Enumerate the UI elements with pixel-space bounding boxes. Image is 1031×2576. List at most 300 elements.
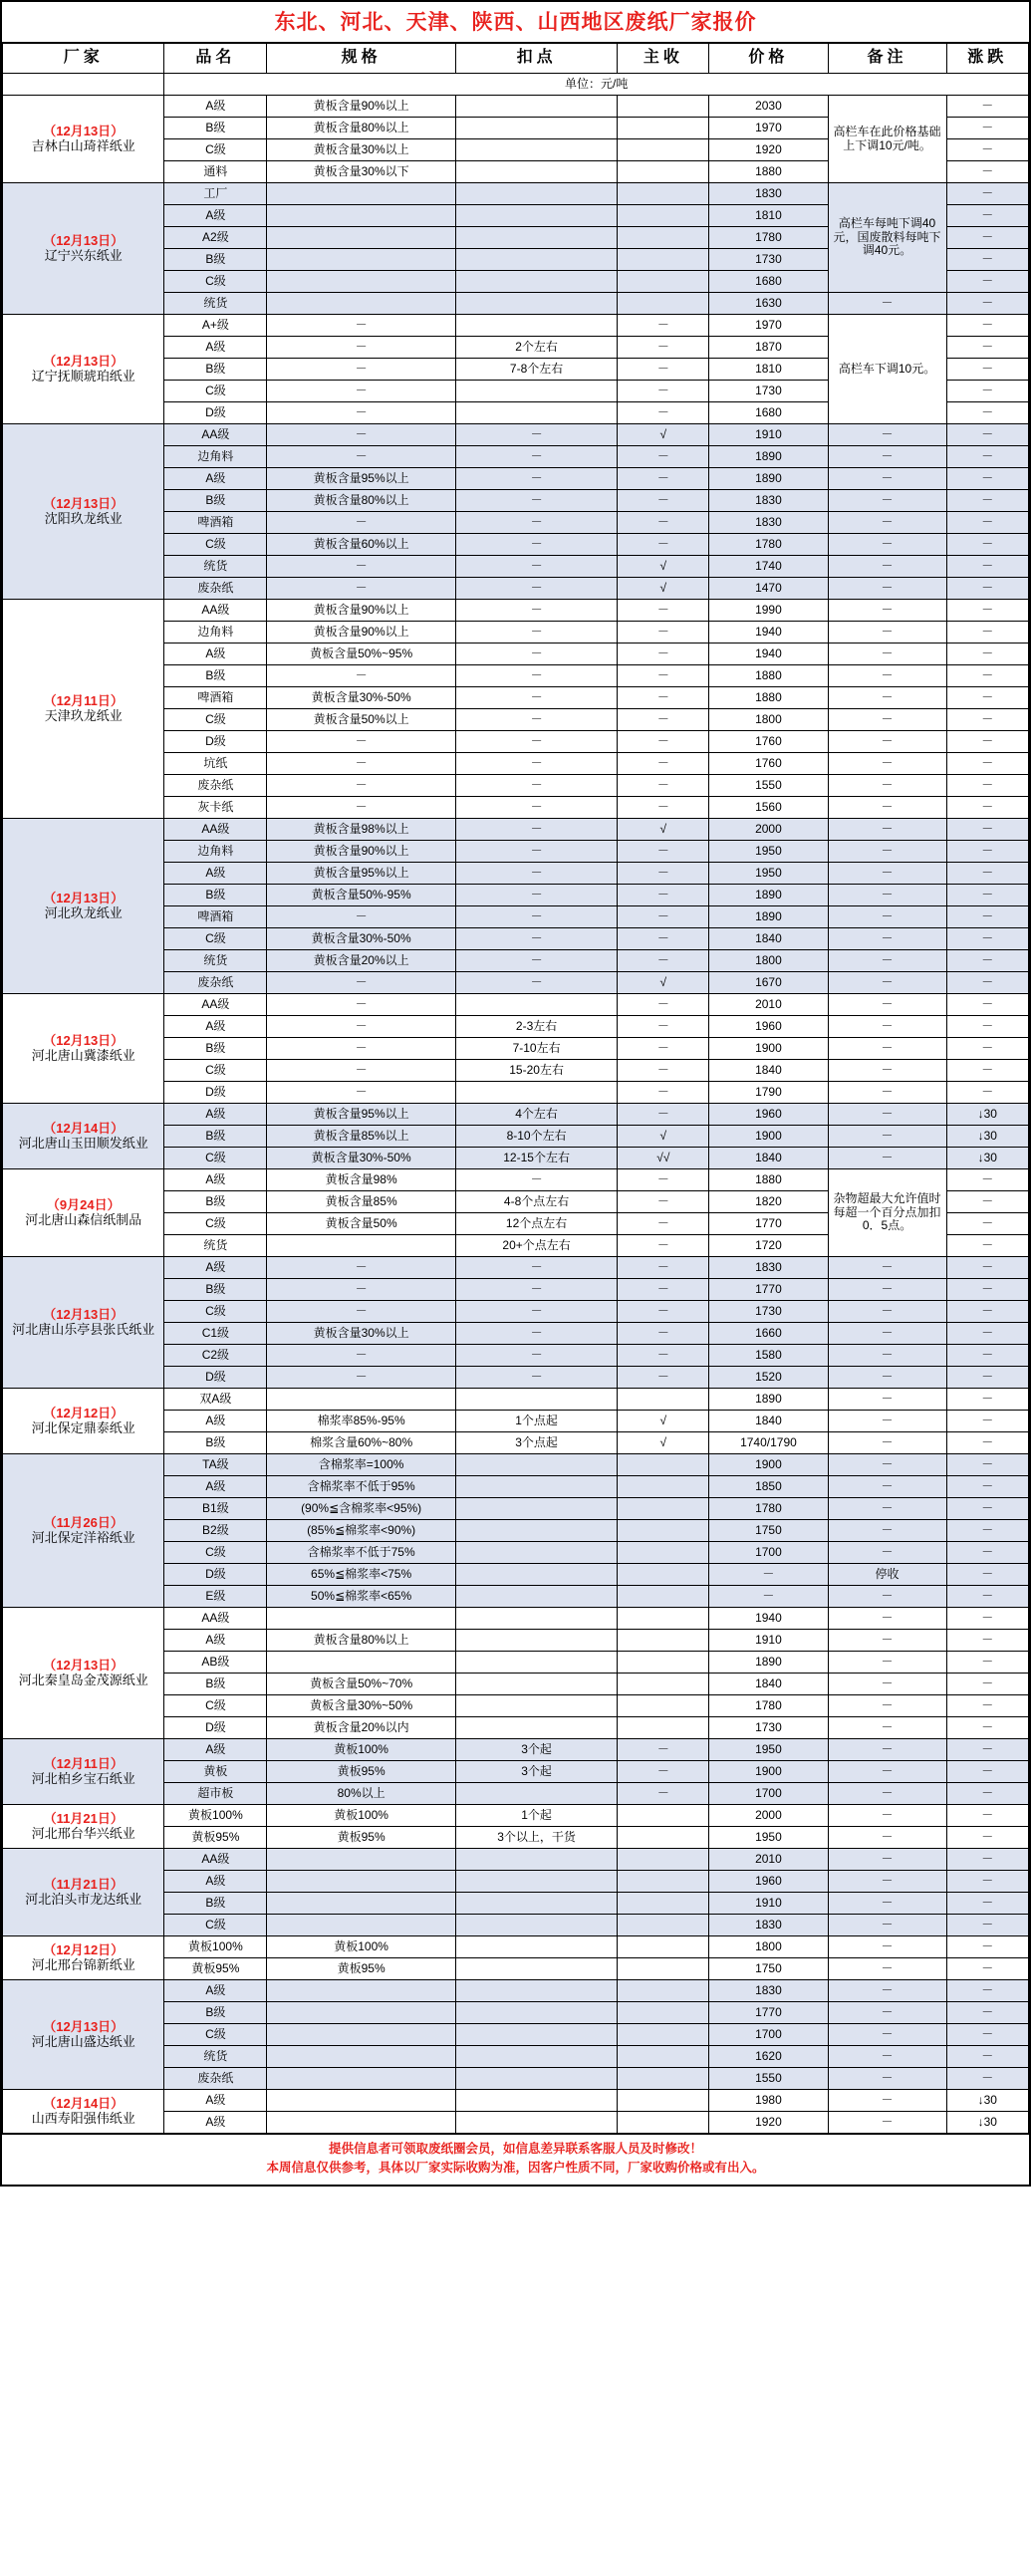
main-collect-cell xyxy=(618,1915,709,1936)
main-collect-cell: － xyxy=(618,315,709,337)
product-cell: B级 xyxy=(164,490,267,512)
remark-cell: － xyxy=(828,534,946,556)
change-cell: － xyxy=(946,96,1028,118)
product-cell: B级 xyxy=(164,1126,267,1148)
product-cell: 通料 xyxy=(164,161,267,183)
column-header-remark: 备注 xyxy=(828,44,946,74)
price-cell: 1810 xyxy=(709,205,828,227)
deduction-cell xyxy=(455,293,617,315)
product-cell: A级 xyxy=(164,468,267,490)
table-row xyxy=(3,1608,1029,1630)
spec-cell: 黄板含量30%~50% xyxy=(267,1695,456,1717)
price-cell: 1750 xyxy=(709,1520,828,1542)
product-cell: C级 xyxy=(164,1060,267,1082)
product-cell: 黄板100% xyxy=(164,1936,267,1958)
spec-cell: － xyxy=(267,359,456,381)
product-cell: A级 xyxy=(164,1016,267,1038)
deduction-cell: － xyxy=(455,775,617,797)
price-cell: 1920 xyxy=(709,139,828,161)
factory-name: 河北秦皇岛金茂源纸业 xyxy=(18,1672,148,1687)
factory-cell xyxy=(3,1980,164,2090)
spec-cell: 棉浆率85%-95% xyxy=(267,1411,456,1432)
main-collect-cell: － xyxy=(618,906,709,928)
product-cell: C级 xyxy=(164,1148,267,1169)
product-cell: AA级 xyxy=(164,600,267,622)
product-cell: 工厂 xyxy=(164,183,267,205)
factory-date: （12月13日） xyxy=(43,1032,125,1048)
change-cell: － xyxy=(946,534,1028,556)
remark-cell: － xyxy=(828,797,946,819)
main-collect-cell xyxy=(618,1805,709,1827)
price-cell: 2000 xyxy=(709,819,828,841)
main-collect-cell xyxy=(618,1674,709,1695)
product-cell: B级 xyxy=(164,1432,267,1454)
product-cell: B级 xyxy=(164,1279,267,1301)
factory-name: 河北邢台华兴纸业 xyxy=(31,1825,135,1841)
deduction-cell: － xyxy=(455,928,617,950)
change-cell: － xyxy=(946,402,1028,424)
main-collect-cell: － xyxy=(618,885,709,906)
main-collect-cell: － xyxy=(618,841,709,863)
spec-cell: 黄板100% xyxy=(267,1805,456,1827)
deduction-cell xyxy=(455,249,617,271)
spec-cell: 65%≦棉浆率<75% xyxy=(267,1564,456,1586)
change-cell: － xyxy=(946,1323,1028,1345)
factory-date: （12月11日） xyxy=(43,692,124,708)
main-collect-cell: － xyxy=(618,1301,709,1323)
spec-cell: － xyxy=(267,797,456,819)
remark-cell: － xyxy=(828,1630,946,1652)
deduction-cell xyxy=(455,2002,617,2024)
price-cell: 1770 xyxy=(709,1279,828,1301)
deduction-cell: － xyxy=(455,468,617,490)
main-collect-cell: － xyxy=(618,337,709,359)
price-cell: 1770 xyxy=(709,1213,828,1235)
column-header-spec: 规格 xyxy=(267,44,456,74)
main-collect-cell: √ xyxy=(618,578,709,600)
spec-cell: － xyxy=(267,775,456,797)
factory-name: 河北唐山乐亭县张氏纸业 xyxy=(12,1321,155,1337)
factory-cell xyxy=(3,96,164,183)
deduction-cell xyxy=(455,2090,617,2112)
remark-cell: 高栏车在此价格基础上下调10元/吨。 xyxy=(828,96,946,183)
price-cell: 1740 xyxy=(709,556,828,578)
document-header xyxy=(2,2,1029,43)
main-collect-cell xyxy=(618,2068,709,2090)
main-collect-cell: － xyxy=(618,1060,709,1082)
deduction-cell: － xyxy=(455,1323,617,1345)
price-cell: 1730 xyxy=(709,1717,828,1739)
price-cell: 1890 xyxy=(709,1389,828,1411)
remark-cell: － xyxy=(828,1739,946,1761)
price-cell: 1750 xyxy=(709,1958,828,1980)
deduction-cell xyxy=(455,2068,617,2090)
spec-cell: 黄板含量20%以内 xyxy=(267,1717,456,1739)
remark-cell: － xyxy=(828,994,946,1016)
change-cell: － xyxy=(946,1849,1028,1871)
remark-cell: － xyxy=(828,600,946,622)
remark-cell: 杂物超最大允许值时每超一个百分点加扣0．5点。 xyxy=(828,1169,946,1257)
main-collect-cell xyxy=(618,1498,709,1520)
change-cell: － xyxy=(946,1630,1028,1652)
price-cell: 1780 xyxy=(709,227,828,249)
table-header-row xyxy=(3,44,1029,74)
main-collect-cell: － xyxy=(618,1104,709,1126)
product-cell: B级 xyxy=(164,1038,267,1060)
main-collect-cell: － xyxy=(618,534,709,556)
main-collect-cell xyxy=(618,1389,709,1411)
deduction-cell xyxy=(455,402,617,424)
change-cell: － xyxy=(946,1432,1028,1454)
main-collect-cell: － xyxy=(618,512,709,534)
main-collect-cell: － xyxy=(618,731,709,753)
main-collect-cell xyxy=(618,1608,709,1630)
price-cell: 1890 xyxy=(709,906,828,928)
price-cell: 1900 xyxy=(709,1454,828,1476)
product-cell: 统货 xyxy=(164,293,267,315)
product-cell: 边角料 xyxy=(164,446,267,468)
deduction-cell xyxy=(455,1630,617,1652)
factory-cell xyxy=(3,994,164,1104)
change-cell: － xyxy=(946,994,1028,1016)
spec-cell: 黄板含量80%以上 xyxy=(267,1630,456,1652)
deduction-cell: 4-8个点左右 xyxy=(455,1191,617,1213)
column-header-factory: 厂家 xyxy=(3,44,164,74)
remark-cell: － xyxy=(828,2112,946,2134)
change-cell: － xyxy=(946,709,1028,731)
price-cell: 1830 xyxy=(709,490,828,512)
product-cell: 统货 xyxy=(164,556,267,578)
table-row xyxy=(3,1389,1029,1411)
main-collect-cell: － xyxy=(618,797,709,819)
main-collect-cell: － xyxy=(618,1038,709,1060)
price-cell: 1910 xyxy=(709,1893,828,1915)
remark-cell: － xyxy=(828,1761,946,1783)
price-cell: 1810 xyxy=(709,359,828,381)
deduction-cell xyxy=(455,1476,617,1498)
price-cell: 1770 xyxy=(709,2002,828,2024)
product-cell: D级 xyxy=(164,731,267,753)
spec-cell: － xyxy=(267,337,456,359)
price-cell: 1830 xyxy=(709,1257,828,1279)
deduction-cell: － xyxy=(455,578,617,600)
remark-cell: － xyxy=(828,1345,946,1367)
spec-cell: 黄板含量20%以上 xyxy=(267,950,456,972)
factory-date: （12月13日） xyxy=(43,890,125,905)
spec-cell: － xyxy=(267,731,456,753)
factory-date: （12月13日） xyxy=(43,1657,125,1673)
spec-cell xyxy=(267,1235,456,1257)
remark-cell: － xyxy=(828,1016,946,1038)
deduction-cell xyxy=(455,2112,617,2134)
main-collect-cell: － xyxy=(618,1345,709,1367)
spec-cell xyxy=(267,1915,456,1936)
main-collect-cell: √ xyxy=(618,972,709,994)
deduction-cell xyxy=(455,2024,617,2046)
price-cell: 1880 xyxy=(709,687,828,709)
change-cell: － xyxy=(946,1958,1028,1980)
deduction-cell: － xyxy=(455,885,617,906)
product-cell: A级 xyxy=(164,1871,267,1893)
factory-cell xyxy=(3,1805,164,1849)
spec-cell: 黄板100% xyxy=(267,1936,456,1958)
change-cell: － xyxy=(946,424,1028,446)
main-collect-cell xyxy=(618,205,709,227)
main-collect-cell: √ xyxy=(618,556,709,578)
price-cell: 1630 xyxy=(709,293,828,315)
spec-cell xyxy=(267,205,456,227)
deduction-cell: － xyxy=(455,1367,617,1389)
change-cell: － xyxy=(946,249,1028,271)
product-cell: AB级 xyxy=(164,1652,267,1674)
price-cell: 1940 xyxy=(709,644,828,665)
main-collect-cell: － xyxy=(618,1761,709,1783)
main-collect-cell xyxy=(618,161,709,183)
product-cell: A级 xyxy=(164,644,267,665)
product-cell: A级 xyxy=(164,1739,267,1761)
change-cell: － xyxy=(946,753,1028,775)
remark-cell: － xyxy=(828,928,946,950)
column-header-product: 品名 xyxy=(164,44,267,74)
price-cell: 1910 xyxy=(709,424,828,446)
spec-cell: － xyxy=(267,1301,456,1323)
change-cell: － xyxy=(946,906,1028,928)
spec-cell: 黄板含量90%以上 xyxy=(267,622,456,644)
main-collect-cell: － xyxy=(618,1213,709,1235)
product-cell: 统货 xyxy=(164,2046,267,2068)
main-collect-cell: － xyxy=(618,687,709,709)
spec-cell: 黄板含量90%以上 xyxy=(267,600,456,622)
price-cell: 1840 xyxy=(709,928,828,950)
change-cell: － xyxy=(946,2068,1028,2090)
change-cell: － xyxy=(946,1805,1028,1827)
product-cell: AA级 xyxy=(164,424,267,446)
price-cell: 1730 xyxy=(709,1301,828,1323)
factory-date: （11月21日） xyxy=(43,1810,124,1826)
change-cell: － xyxy=(946,205,1028,227)
remark-cell: － xyxy=(828,775,946,797)
change-cell: － xyxy=(946,139,1028,161)
table-row xyxy=(3,1980,1029,2002)
deduction-cell: 3个起 xyxy=(455,1739,617,1761)
deduction-cell xyxy=(455,1389,617,1411)
remark-cell: － xyxy=(828,2090,946,2112)
spec-cell xyxy=(267,1389,456,1411)
table-row xyxy=(3,1257,1029,1279)
change-cell: － xyxy=(946,1717,1028,1739)
spec-cell: 黄板95% xyxy=(267,1761,456,1783)
unit-label: 单位：元/吨 xyxy=(164,74,1029,96)
product-cell: 废杂纸 xyxy=(164,2068,267,2090)
main-collect-cell: － xyxy=(618,1257,709,1279)
main-collect-cell xyxy=(618,118,709,139)
spec-cell: － xyxy=(267,1060,456,1082)
deduction-cell xyxy=(455,1915,617,1936)
spec-cell: 黄板95% xyxy=(267,1958,456,1980)
deduction-cell: － xyxy=(455,906,617,928)
product-cell: 废杂纸 xyxy=(164,972,267,994)
factory-date: （12月13日） xyxy=(43,232,125,248)
column-header-deduction: 扣点 xyxy=(455,44,617,74)
change-cell: － xyxy=(946,1235,1028,1257)
price-cell: 1560 xyxy=(709,797,828,819)
main-collect-cell xyxy=(618,2112,709,2134)
price-cell: 1920 xyxy=(709,2112,828,2134)
main-collect-cell xyxy=(618,1958,709,1980)
price-cell: 1980 xyxy=(709,2090,828,2112)
main-collect-cell: － xyxy=(618,1169,709,1191)
product-cell: A级 xyxy=(164,1476,267,1498)
spec-cell: 黄板含量30%以上 xyxy=(267,1323,456,1345)
remark-cell: － xyxy=(828,950,946,972)
deduction-cell: － xyxy=(455,665,617,687)
price-cell: 1520 xyxy=(709,1367,828,1389)
remark-cell: － xyxy=(828,972,946,994)
factory-name: 吉林白山琦祥纸业 xyxy=(31,137,135,153)
deduction-cell xyxy=(455,994,617,1016)
change-cell: － xyxy=(946,1542,1028,1564)
remark-cell: － xyxy=(828,841,946,863)
price-cell: 1890 xyxy=(709,446,828,468)
remark-cell: － xyxy=(828,1871,946,1893)
remark-cell: － xyxy=(828,1849,946,1871)
spec-cell: 黄板含量30%以下 xyxy=(267,161,456,183)
main-collect-cell xyxy=(618,96,709,118)
price-cell: 1900 xyxy=(709,1126,828,1148)
main-collect-cell: √ xyxy=(618,424,709,446)
change-cell: － xyxy=(946,1980,1028,2002)
factory-cell xyxy=(3,1454,164,1608)
change-cell: － xyxy=(946,1871,1028,1893)
spec-cell xyxy=(267,183,456,205)
factory-cell xyxy=(3,819,164,994)
change-cell: － xyxy=(946,928,1028,950)
change-cell: － xyxy=(946,1301,1028,1323)
deduction-cell: 4个左右 xyxy=(455,1104,617,1126)
spec-cell: － xyxy=(267,665,456,687)
deduction-cell: 7-10左右 xyxy=(455,1038,617,1060)
spec-cell: 棉浆含量60%~80% xyxy=(267,1432,456,1454)
factory-date: （9月24日） xyxy=(46,1196,121,1212)
main-collect-cell: － xyxy=(618,1783,709,1805)
spec-cell: － xyxy=(267,1279,456,1301)
change-cell: － xyxy=(946,797,1028,819)
price-cell: 1840 xyxy=(709,1060,828,1082)
spec-cell: 黄板含量98% xyxy=(267,1169,456,1191)
price-cell: 1960 xyxy=(709,1871,828,1893)
spec-cell: 黄板含量50%以上 xyxy=(267,709,456,731)
price-cell: 1730 xyxy=(709,249,828,271)
spec-cell: 黄板含量50%~70% xyxy=(267,1674,456,1695)
price-cell: 1660 xyxy=(709,1323,828,1345)
product-cell: 坑纸 xyxy=(164,753,267,775)
spec-cell: 50%≦棉浆率<65% xyxy=(267,1586,456,1608)
price-cell: 1890 xyxy=(709,468,828,490)
spec-cell: 黄板含量50%~95% xyxy=(267,644,456,665)
product-cell: A级 xyxy=(164,1257,267,1279)
main-collect-cell xyxy=(618,1630,709,1652)
main-collect-cell: － xyxy=(618,622,709,644)
remark-cell: － xyxy=(828,1958,946,1980)
price-cell: 1680 xyxy=(709,271,828,293)
remark-cell: － xyxy=(828,578,946,600)
deduction-cell xyxy=(455,1717,617,1739)
main-collect-cell: － xyxy=(618,1323,709,1345)
remark-cell: － xyxy=(828,1476,946,1498)
price-cell: 1950 xyxy=(709,1827,828,1849)
deduction-cell: 3个起 xyxy=(455,1761,617,1783)
product-cell: B级 xyxy=(164,359,267,381)
main-collect-cell xyxy=(618,227,709,249)
deduction-cell xyxy=(455,1980,617,2002)
main-collect-cell: √ xyxy=(618,819,709,841)
spec-cell xyxy=(267,227,456,249)
change-cell: － xyxy=(946,1367,1028,1389)
main-collect-cell: － xyxy=(618,1367,709,1389)
factory-date: （12月11日） xyxy=(43,1755,124,1771)
change-cell: － xyxy=(946,490,1028,512)
price-cell: 1670 xyxy=(709,972,828,994)
product-cell: 双A级 xyxy=(164,1389,267,1411)
change-cell: － xyxy=(946,512,1028,534)
product-cell: C级 xyxy=(164,2024,267,2046)
spec-cell xyxy=(267,293,456,315)
change-cell: － xyxy=(946,622,1028,644)
main-collect-cell xyxy=(618,1652,709,1674)
deduction-cell xyxy=(455,1520,617,1542)
deduction-cell: － xyxy=(455,841,617,863)
main-collect-cell: － xyxy=(618,446,709,468)
change-cell: － xyxy=(946,1674,1028,1695)
main-collect-cell: － xyxy=(618,1016,709,1038)
remark-cell: － xyxy=(828,1082,946,1104)
price-cell: 1950 xyxy=(709,841,828,863)
price-cell: － xyxy=(709,1564,828,1586)
product-cell: A级 xyxy=(164,96,267,118)
change-cell: － xyxy=(946,1279,1028,1301)
table-row xyxy=(3,183,1029,205)
main-collect-cell: － xyxy=(618,709,709,731)
change-cell: － xyxy=(946,863,1028,885)
deduction-cell: － xyxy=(455,644,617,665)
main-collect-cell: － xyxy=(618,402,709,424)
remark-cell: － xyxy=(828,446,946,468)
deduction-cell: － xyxy=(455,1257,617,1279)
deduction-cell xyxy=(455,1564,617,1586)
change-cell: － xyxy=(946,1191,1028,1213)
spec-cell: － xyxy=(267,753,456,775)
main-collect-cell: √ xyxy=(618,1126,709,1148)
product-cell: A级 xyxy=(164,863,267,885)
product-cell: C级 xyxy=(164,271,267,293)
product-cell: A级 xyxy=(164,1630,267,1652)
main-collect-cell xyxy=(618,1893,709,1915)
remark-cell: － xyxy=(828,1301,946,1323)
change-cell: － xyxy=(946,644,1028,665)
change-cell: － xyxy=(946,118,1028,139)
spec-cell xyxy=(267,2002,456,2024)
remark-cell: － xyxy=(828,622,946,644)
remark-cell: － xyxy=(828,819,946,841)
price-cell: 1720 xyxy=(709,1235,828,1257)
product-cell: 边角料 xyxy=(164,622,267,644)
spec-cell: － xyxy=(267,994,456,1016)
spec-cell: － xyxy=(267,906,456,928)
deduction-cell: － xyxy=(455,687,617,709)
spec-cell: 黄板含量90%以上 xyxy=(267,96,456,118)
product-cell: AA级 xyxy=(164,819,267,841)
deduction-cell: 3个以上，干货 xyxy=(455,1827,617,1849)
